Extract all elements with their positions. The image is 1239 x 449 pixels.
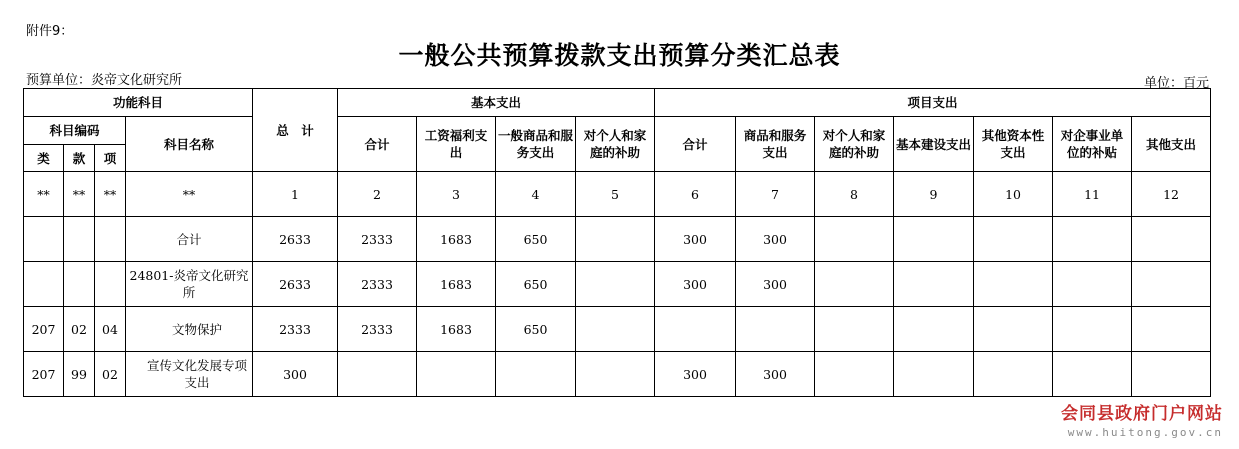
table-cell: 2633 bbox=[253, 262, 338, 307]
table-cell bbox=[417, 352, 496, 397]
table-cell bbox=[894, 217, 974, 262]
func-subject-header: 功能科目 bbox=[24, 89, 253, 117]
budget-table bbox=[23, 88, 1211, 397]
table-cell: 650 bbox=[496, 217, 576, 262]
table-cell: 2333 bbox=[338, 262, 417, 307]
table-cell bbox=[894, 307, 974, 352]
col-header: 其他支出 bbox=[1132, 117, 1211, 172]
col-header: 商品和服务支出 bbox=[736, 117, 815, 172]
table-cell: ** bbox=[64, 172, 95, 217]
table-cell bbox=[1053, 307, 1132, 352]
subject-name-header: 科目名称 bbox=[126, 117, 253, 172]
table-cell: 文物保护 bbox=[126, 307, 253, 352]
table-cell: 2333 bbox=[253, 307, 338, 352]
table-cell: 合计 bbox=[126, 217, 253, 262]
table-cell bbox=[576, 307, 655, 352]
table-cell bbox=[1053, 262, 1132, 307]
watermark-url: www.huitong.gov.cn bbox=[1067, 426, 1223, 439]
table-cell: ** bbox=[95, 172, 126, 217]
subject-code-header: 科目编码 bbox=[24, 117, 126, 145]
table-cell bbox=[576, 262, 655, 307]
table-cell: 24801-炎帝文化研究所 bbox=[126, 262, 253, 307]
table-row bbox=[24, 262, 1211, 307]
table-cell: 207 bbox=[24, 307, 64, 352]
table-cell bbox=[815, 217, 894, 262]
table-cell bbox=[815, 262, 894, 307]
kuan-header: 款 bbox=[64, 145, 95, 172]
table-cell bbox=[338, 352, 417, 397]
table-cell: ** bbox=[24, 172, 64, 217]
lei-header: 类 bbox=[24, 145, 64, 172]
col-header: 合计 bbox=[338, 117, 417, 172]
table-row bbox=[24, 217, 1211, 262]
table-cell: 300 bbox=[253, 352, 338, 397]
table-cell: 1683 bbox=[417, 262, 496, 307]
col-header: 基本建设支出 bbox=[894, 117, 974, 172]
table-cell: 12 bbox=[1132, 172, 1211, 217]
table-cell bbox=[24, 217, 64, 262]
table-cell bbox=[64, 262, 95, 307]
table-cell: 5 bbox=[576, 172, 655, 217]
table-cell: 02 bbox=[64, 307, 95, 352]
table-cell: 7 bbox=[736, 172, 815, 217]
table-cell bbox=[64, 217, 95, 262]
table-cell bbox=[815, 352, 894, 397]
budget-unit: 预算单位：炎帝文化研究所 bbox=[26, 73, 183, 88]
table-cell: 300 bbox=[736, 217, 815, 262]
col-header: 一般商品和服务支出 bbox=[496, 117, 576, 172]
table-cell: ** bbox=[126, 172, 253, 217]
table-cell bbox=[736, 307, 815, 352]
page-title: 一般公共预算拨款支出预算分类汇总表 bbox=[398, 41, 841, 70]
attachment-label: 附件9： bbox=[26, 24, 74, 39]
table-cell bbox=[1132, 262, 1211, 307]
table-cell bbox=[95, 217, 126, 262]
table-cell: 1 bbox=[253, 172, 338, 217]
table-cell: 207 bbox=[24, 352, 64, 397]
table-body bbox=[24, 89, 1211, 397]
table-row bbox=[24, 307, 1211, 352]
col-header: 对个人和家庭的补助 bbox=[815, 117, 894, 172]
table-cell: 300 bbox=[655, 352, 736, 397]
table-cell: 11 bbox=[1053, 172, 1132, 217]
table-cell bbox=[894, 352, 974, 397]
table-cell: 3 bbox=[417, 172, 496, 217]
table-cell bbox=[24, 262, 64, 307]
table-cell: 1683 bbox=[417, 307, 496, 352]
table-cell bbox=[894, 262, 974, 307]
table-cell: 4 bbox=[496, 172, 576, 217]
table-cell: 300 bbox=[655, 262, 736, 307]
table-cell: 6 bbox=[655, 172, 736, 217]
table-cell: 2 bbox=[338, 172, 417, 217]
header-row-1 bbox=[24, 89, 1211, 117]
table-cell bbox=[815, 307, 894, 352]
currency-unit: 单位：百元 bbox=[1143, 76, 1209, 91]
table-cell bbox=[576, 217, 655, 262]
table-cell: 650 bbox=[496, 307, 576, 352]
table-cell: 650 bbox=[496, 262, 576, 307]
index-row bbox=[24, 172, 1211, 217]
table-cell: 300 bbox=[655, 217, 736, 262]
header-row-2 bbox=[24, 117, 1211, 145]
table-cell bbox=[974, 307, 1053, 352]
table-cell: 2333 bbox=[338, 217, 417, 262]
col-header: 合计 bbox=[655, 117, 736, 172]
table-cell bbox=[576, 352, 655, 397]
col-header: 对企事业单位的补贴 bbox=[1053, 117, 1132, 172]
col-header: 对个人和家庭的补助 bbox=[576, 117, 655, 172]
table-cell: 02 bbox=[95, 352, 126, 397]
table-cell: 04 bbox=[95, 307, 126, 352]
table-cell: 300 bbox=[736, 262, 815, 307]
table-cell bbox=[496, 352, 576, 397]
table-cell bbox=[974, 262, 1053, 307]
watermark-site-name: 会同县政府门户网站 bbox=[1061, 404, 1223, 424]
table-cell: 2633 bbox=[253, 217, 338, 262]
basic-expense-header: 基本支出 bbox=[338, 89, 655, 117]
table-row bbox=[24, 352, 1211, 397]
total-header: 总 计 bbox=[253, 89, 338, 172]
col-header: 工资福利支出 bbox=[417, 117, 496, 172]
table-cell: 99 bbox=[64, 352, 95, 397]
table-cell bbox=[974, 352, 1053, 397]
xiang-header: 项 bbox=[95, 145, 126, 172]
table-cell bbox=[974, 217, 1053, 262]
table-cell bbox=[1053, 217, 1132, 262]
project-expense-header: 项目支出 bbox=[655, 89, 1211, 117]
table-cell: 2333 bbox=[338, 307, 417, 352]
table-cell: 8 bbox=[815, 172, 894, 217]
table-cell: 宣传文化发展专项支出 bbox=[126, 352, 253, 397]
site-watermark bbox=[1061, 399, 1223, 439]
table-cell bbox=[1053, 352, 1132, 397]
table-cell bbox=[1132, 307, 1211, 352]
table-cell bbox=[1132, 217, 1211, 262]
table-cell: 9 bbox=[894, 172, 974, 217]
table-cell: 300 bbox=[736, 352, 815, 397]
table-cell bbox=[655, 307, 736, 352]
table-cell: 10 bbox=[974, 172, 1053, 217]
table-cell bbox=[1132, 352, 1211, 397]
table-cell: 1683 bbox=[417, 217, 496, 262]
table-cell bbox=[95, 262, 126, 307]
col-header: 其他资本性支出 bbox=[974, 117, 1053, 172]
